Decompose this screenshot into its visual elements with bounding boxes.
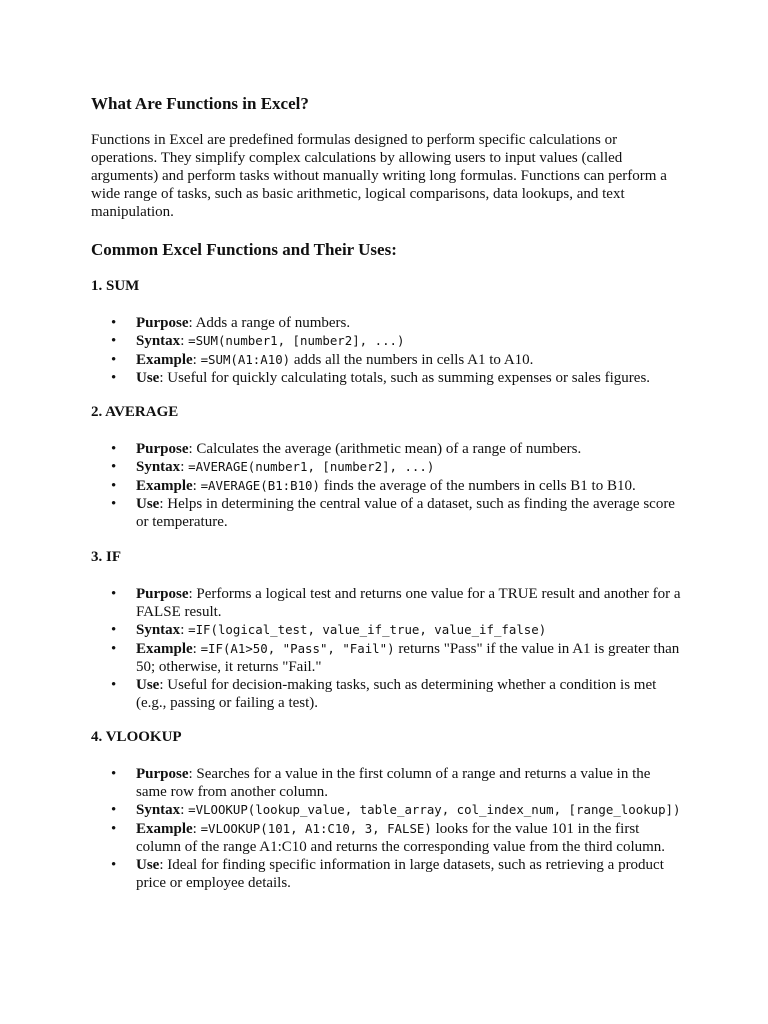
example-text: looks for the value 101 in the first column of the range A1:C10 and returns the corresponding value from the third column. (136, 820, 666, 855)
intro-paragraph: Functions in Excel are predefined formulas designed to perform specific calculations or operations. They simplify complex calculations by allowing users to input values (called arguments) and perform tasks without manually writing long formulas. Functions can perform a wide range of tasks, such as basic arithmetic, logical comparisons, data lookups, and text manipulation. (91, 132, 667, 220)
purpose-label: Purpose (136, 441, 189, 457)
list-item-example (91, 640, 681, 676)
example-code: =IF(A1>50, "Pass", "Fail") (200, 640, 395, 656)
list-item-example (91, 351, 681, 369)
bullet-icon: • (111, 441, 117, 457)
example-separator: : (192, 477, 201, 494)
example-code: =SUM(A1:A10) (200, 351, 291, 367)
example-label: Example (136, 640, 193, 657)
list-item-syntax (91, 458, 681, 476)
list-item-purpose (91, 314, 681, 332)
syntax-label: Syntax (136, 622, 181, 639)
example-text: finds the average of the numbers in cells B1 to B10. (319, 477, 636, 494)
syntax-code: =IF(logical_test, value_if_true, value_if_false) (188, 622, 547, 638)
list-item-purpose (91, 585, 681, 621)
syntax-label: Syntax (136, 802, 181, 819)
function-heading-sum: 1. SUM (91, 278, 140, 294)
bullet-icon: • (111, 857, 117, 874)
purpose-text: : Performs a logical test and returns one value for a TRUE result and another for a FALSE result. (136, 586, 681, 620)
function-list-vlookup (91, 765, 681, 893)
use-label: Use (136, 496, 160, 513)
list-item-use (91, 856, 681, 892)
syntax-label: Syntax (136, 333, 181, 350)
syntax-label: Syntax (136, 459, 181, 476)
list-item-example (91, 820, 681, 856)
bullet-icon: • (111, 677, 117, 694)
purpose-label: Purpose (136, 766, 189, 782)
purpose-text: : Adds a range of numbers. (188, 315, 351, 331)
bullet-icon: • (111, 477, 117, 494)
syntax-separator: : (180, 802, 189, 819)
bullet-icon: • (111, 766, 117, 782)
purpose-text: : Calculates the average (arithmetic mean) of a range of numbers. (188, 441, 582, 457)
bullet-icon: • (111, 802, 117, 819)
use-text: : Helps in determining the central value of a dataset, such as finding the average score or temperature. (136, 496, 675, 531)
use-label: Use (136, 370, 160, 387)
function-heading-vlookup: 4. VLOOKUP (91, 729, 182, 745)
example-separator: : (192, 351, 201, 368)
bullet-icon: • (111, 586, 117, 602)
list-item-use (91, 495, 681, 531)
bullet-icon: • (111, 640, 117, 657)
use-text: : Useful for quickly calculating totals, such as summing expenses or sales figures. (159, 370, 651, 387)
purpose-label: Purpose (136, 315, 189, 331)
use-label: Use (136, 677, 160, 694)
example-code: =AVERAGE(B1:B10) (200, 477, 320, 493)
syntax-code: =VLOOKUP(lookup_value, table_array, col_index_num, [range_lookup]) (188, 802, 681, 818)
list-item-syntax (91, 801, 681, 819)
function-heading-if: 3. IF (91, 549, 121, 565)
syntax-separator: : (180, 333, 189, 350)
bullet-icon: • (111, 622, 117, 639)
list-item-use (91, 676, 681, 712)
purpose-text: : Searches for a value in the first column of a range and returns a value in the same row from another column. (136, 766, 651, 800)
bullet-icon: • (111, 315, 117, 331)
syntax-code: =AVERAGE(number1, [number2], ...) (188, 459, 435, 475)
purpose-label: Purpose (136, 586, 189, 602)
example-code: =VLOOKUP(101, A1:C10, 3, FALSE) (200, 820, 432, 836)
list-item-syntax (91, 621, 681, 639)
example-text: adds all the numbers in cells A1 to A10. (290, 351, 534, 368)
use-text: : Useful for decision-making tasks, such as determining whether a condition is met (e.g., passing or failing a test). (136, 677, 657, 712)
example-text: returns "Pass" if the value in A1 is greater than 50; otherwise, it returns "Fail." (136, 640, 680, 675)
list-item-purpose (91, 440, 681, 458)
bullet-icon: • (111, 496, 117, 513)
syntax-code: =SUM(number1, [number2], ...) (188, 333, 405, 349)
function-heading-average: 2. AVERAGE (91, 404, 179, 420)
page-title: What Are Functions in Excel? (91, 94, 309, 113)
bullet-icon: • (111, 370, 117, 387)
bullet-icon: • (111, 820, 117, 837)
bullet-icon: • (111, 459, 117, 476)
example-label: Example (136, 477, 193, 494)
example-separator: : (192, 820, 201, 837)
example-label: Example (136, 820, 193, 837)
list-item-use (91, 369, 681, 387)
function-list-average (91, 440, 681, 532)
list-item-example (91, 477, 681, 495)
bullet-icon: • (111, 351, 117, 368)
function-list-sum (91, 314, 681, 388)
example-label: Example (136, 351, 193, 368)
syntax-separator: : (180, 459, 189, 476)
list-item-purpose (91, 765, 681, 801)
list-item-syntax (91, 332, 681, 350)
use-label: Use (136, 857, 160, 874)
function-list-if (91, 585, 681, 713)
example-separator: : (192, 640, 201, 657)
bullet-icon: • (111, 333, 117, 350)
section-heading: Common Excel Functions and Their Uses: (91, 240, 397, 259)
use-text: : Ideal for finding specific information in large datasets, such as retrieving a product price or employee details. (136, 857, 664, 892)
syntax-separator: : (180, 622, 189, 639)
